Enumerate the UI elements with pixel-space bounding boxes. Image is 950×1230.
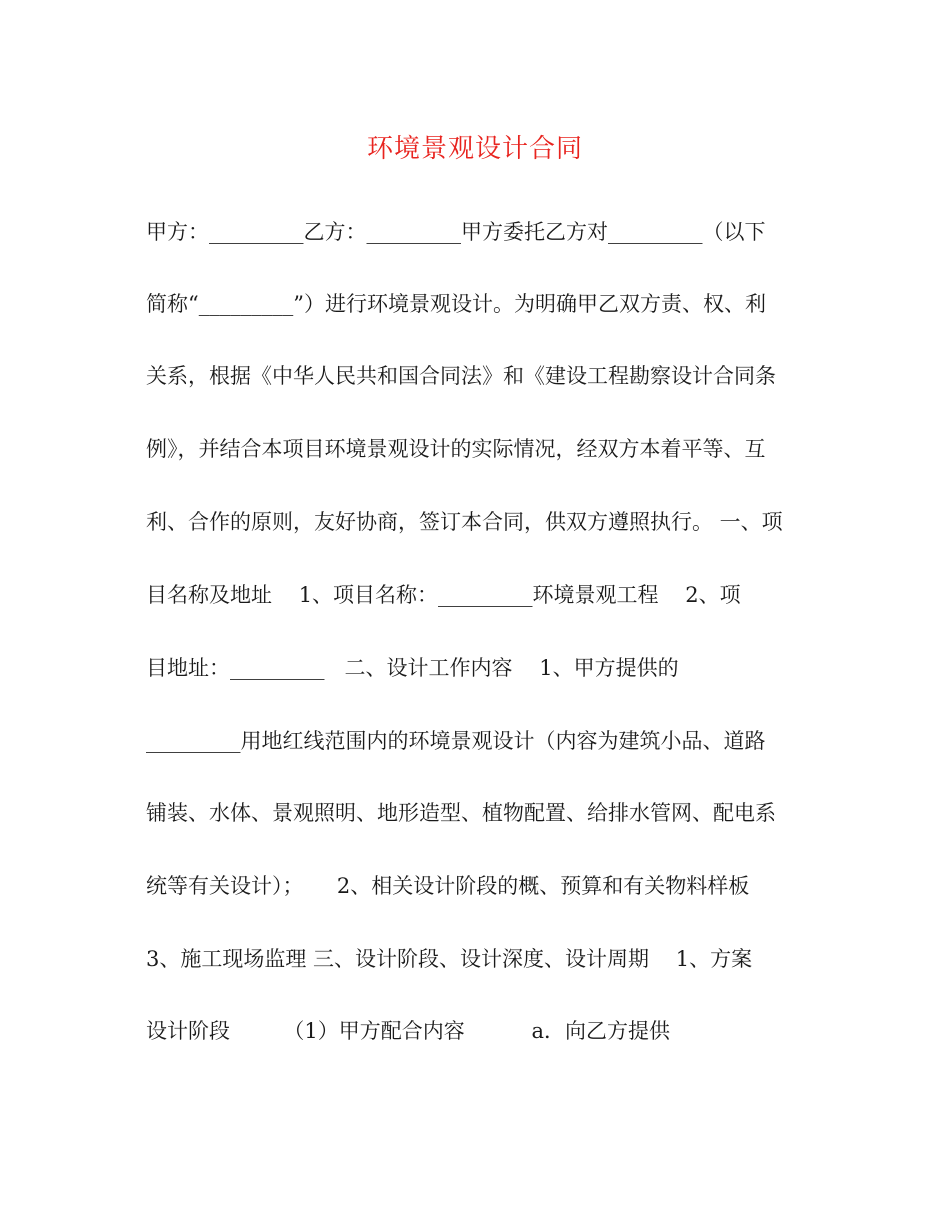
body-line-5: 利、合作的原则，友好协商，签订本合同，供双方遵照执行。 一、项 <box>146 510 783 534</box>
body-line-2: 简称“_________”）进行环境景观设计。为明确甲乙双方责、权、利 <box>146 292 766 316</box>
body-line-1: 甲方：_________乙方：_________甲方委托乙方对_________（以下 <box>146 220 766 244</box>
document-title: 环境景观设计合同 <box>366 134 583 164</box>
body-line-12: 设计阶段 （1）甲方配合内容 a．向乙方提供 <box>146 1019 671 1043</box>
body-line-10: 统等有关设计）； 2、相关设计阶段的概、预算和有关物料样板 <box>146 874 750 898</box>
body-line-3: 关系，根据《中华人民共和国合同法》和《建设工程勘察设计合同条 <box>146 364 776 388</box>
body-line-8: _________用地红线范围内的环境景观设计（内容为建筑小品、道路 <box>146 729 766 753</box>
body-line-7: 目地址：_________ 二、设计工作内容 1、甲方提供的 <box>146 656 679 680</box>
body-line-6: 目名称及地址 1、项目名称：_________环境景观工程 2、项 <box>146 583 741 607</box>
body-line-11: 3、施工现场监理 三、设计阶段、设计深度、设计周期 1、方案 <box>146 947 753 971</box>
body-line-4: 例》，并结合本项目环境景观设计的实际情况，经双方本着平等、互 <box>146 437 766 461</box>
body-line-9: 铺装、水体、景观照明、地形造型、植物配置、给排水管网、配电系 <box>146 801 776 825</box>
